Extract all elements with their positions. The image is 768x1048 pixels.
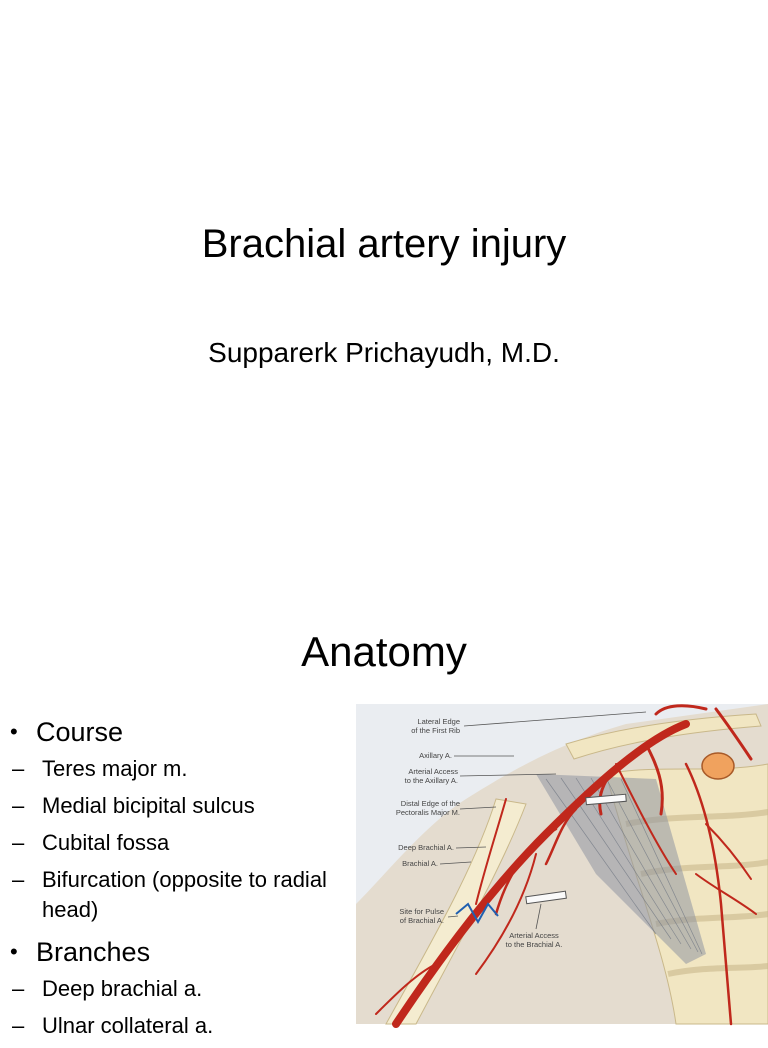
bullet-course (8, 712, 348, 752)
label-lateral-edge: Lateral Edge (417, 717, 460, 726)
label-brachial: Brachial A. (402, 859, 438, 868)
sub-item: – Teres major m. (12, 756, 188, 781)
bullet-dot: • (10, 939, 18, 964)
sub-list-branches (8, 974, 348, 1041)
slide-author: Supparerk Prichayudh, M.D. (208, 337, 560, 368)
bullet-label: Branches (36, 937, 151, 967)
svg-text:to the Axillary A.: to the Axillary A. (404, 776, 458, 785)
sub-item: – Ulnar collateral a. (12, 1013, 214, 1038)
anatomy-slide (0, 576, 768, 1038)
label-arterial-access-axillary: Arterial Access (408, 767, 458, 776)
bullet-branches (8, 932, 348, 972)
sub-item: – Deep brachial a. (12, 976, 203, 1001)
label-deep-brachial: Deep Brachial A. (398, 843, 454, 852)
sub-list-course (8, 754, 348, 925)
svg-text:of Brachial A.: of Brachial A. (399, 916, 444, 925)
label-arterial-access-brachial: Arterial Access (509, 931, 559, 940)
svg-text:of the First Rib: of the First Rib (411, 726, 460, 735)
slide-title: Brachial artery injury (201, 222, 567, 266)
bullet-label: Course (36, 717, 124, 747)
sub-item: – Medial bicipital sulcus (12, 793, 255, 818)
bullet-dot: • (10, 719, 18, 744)
sub-item: – Bifurcation (opposite to radial head) (12, 867, 327, 922)
arm-artery-illustration (356, 704, 768, 1024)
label-axillary: Axillary A. (419, 751, 452, 760)
label-pectoralis: Distal Edge of the (400, 799, 460, 808)
sub-item: – Cubital fossa (12, 830, 170, 855)
label-pulse-site: Site for Pulse (399, 907, 444, 916)
svg-text:Pectoralis Major M.: Pectoralis Major M. (395, 808, 460, 817)
svg-text:to the Brachial A.: to the Brachial A. (505, 940, 563, 949)
slide-title: Anatomy (301, 628, 467, 675)
anatomy-illustration (356, 704, 768, 1024)
bullet-list (8, 712, 348, 1048)
